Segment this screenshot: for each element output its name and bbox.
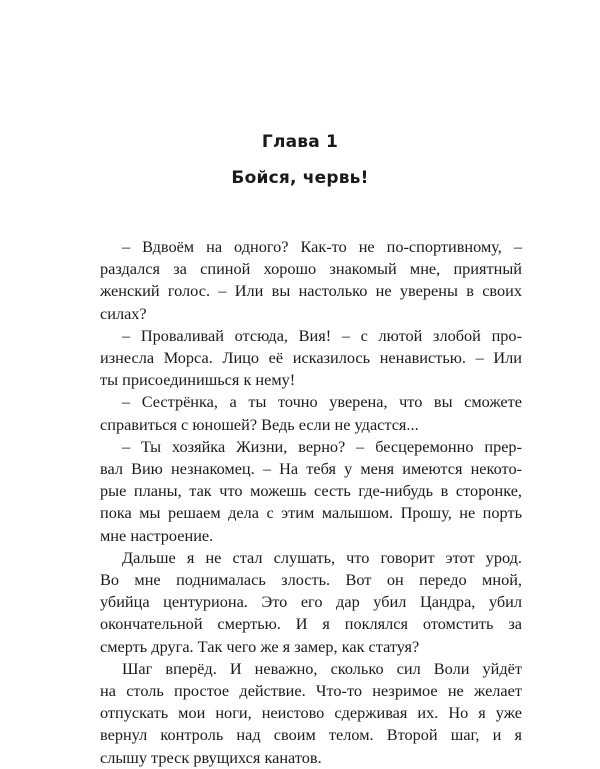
paragraph-line: убийца центуриона. Это его дар убил Цандра, убил — [100, 592, 522, 612]
paragraph-first-line: Дальше я не стал слушать, что говорит этот урод. — [122, 547, 522, 567]
paragraph-line: силах? — [100, 303, 147, 323]
paragraph-first-line: – Проваливай отсюда, Вия! – с лютой злобой про- — [122, 325, 522, 345]
paragraph-line: женский голос. – Или вы настолько не уверены в своих — [100, 281, 522, 301]
paragraph-line: отпускать мои ноги, неистово сдерживая их. Но я уже — [100, 703, 522, 723]
paragraph-line: пока мы решаем дела с этим малышом. Прошу, не порть — [100, 503, 522, 523]
chapter-body — [100, 236, 522, 769]
paragraph-line: смерть друга. Так чего же я замер, как статуя? — [100, 636, 420, 656]
paragraph-line: мне настроение. — [100, 525, 214, 545]
paragraph-line: изнесла Морса. Лицо её исказилось ненавистью. – Или — [100, 348, 522, 368]
paragraph-line: вал Вию незнакомец. – На тебя у меня имеются некото- — [100, 459, 522, 479]
chapter-title: Бойся, червь! — [231, 168, 369, 188]
paragraph-line: на столь простое действие. Что-то незримое не желает — [100, 681, 522, 701]
paragraph-line: справиться с юношей? Ведь если не удастся... — [100, 414, 419, 434]
paragraph-line: окончательной смертью. И я поклялся отомстить за — [100, 614, 522, 634]
chapter-number: Глава 1 — [261, 132, 339, 152]
paragraph-first-line: Шаг вперёд. И неважно, сколько сил Воли уйдёт — [122, 658, 522, 678]
paragraph-line: раздался за спиной хорошо знакомый мне, приятный — [100, 259, 522, 279]
paragraph-line: рые планы, так что можешь сесть где-нибудь в сторонке, — [100, 481, 522, 501]
paragraph-line: ты присоединишься к нему! — [100, 370, 296, 390]
paragraph-first-line: – Сестрёнка, а ты точно уверена, что вы сможете — [122, 392, 522, 412]
paragraph-line: вернул контроль над своим телом. Второй шаг, и я — [100, 725, 522, 745]
paragraph-first-line: – Вдвоём на одного? Как-то не по-спортивному, – — [122, 237, 522, 256]
paragraph-line: слышу треск рвущихся канатов. — [100, 747, 322, 767]
paragraph-first-line: – Ты хозяйка Жизни, верно? – бесцеремонно прер- — [122, 436, 522, 456]
paragraph-line: Во мне поднималась злость. Вот он передо мной, — [100, 570, 522, 590]
